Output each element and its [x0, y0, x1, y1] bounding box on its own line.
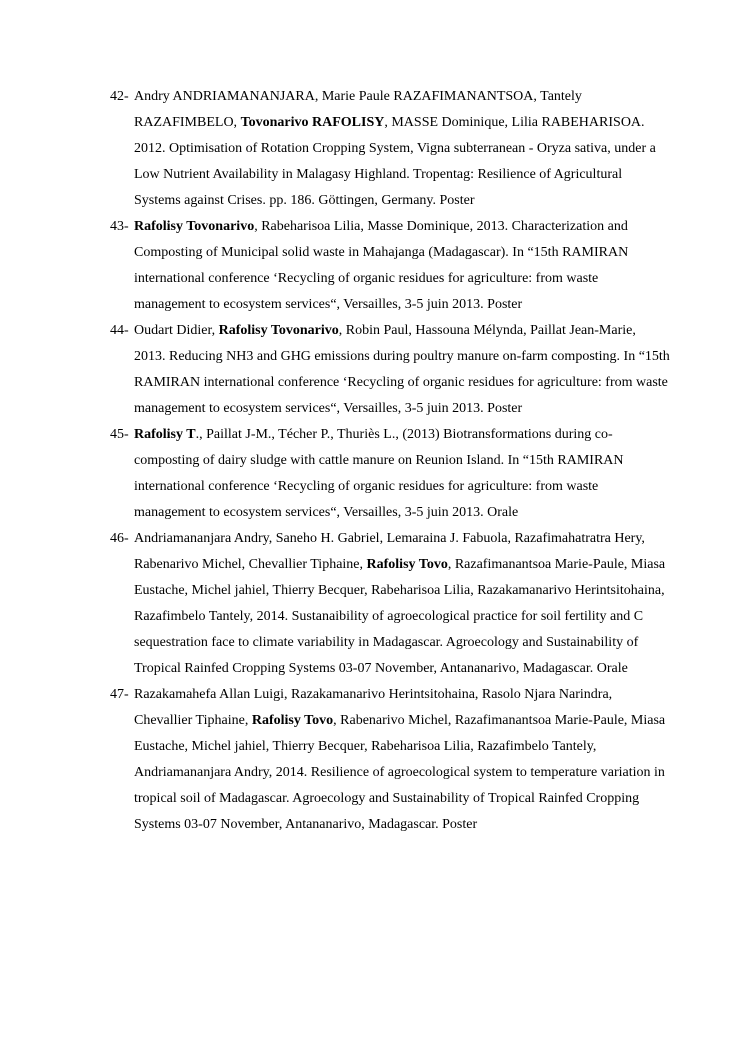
reference-number: 46- — [110, 531, 129, 546]
reference-segment: Andry ANDRIAMANANJARA, Marie Paule RAZAFIMANANTSOA, Tantely RAZAFIMBELO, — [134, 89, 582, 130]
reference-number: 43- — [110, 219, 129, 234]
reference-text — [134, 682, 670, 838]
reference-segment: , Razafimanantsoa Marie-Paule, Miasa Eustache, Michel jahiel, Thierry Becquer, Rabeharisoa Lilia, Razakamanarivo Herintsitohaina, Razafimbelo Tantely, 2014. Sustanaibility of agroecological practice for soil fertility and C sequestration face to climate variability in Madagascar. Agroecology and Sustainability of Tropical Rainfed Cropping Systems 03-07 November, Antananarivo, Madagascar. Orale — [134, 557, 666, 676]
author-highlight: Rafolisy T — [134, 427, 196, 442]
author-highlight: Rafolisy Tovonarivo — [218, 323, 339, 338]
reference-segment: Andriamananjara Andry, Saneho H. Gabriel, Lemaraina J. Fabuola, Razafimahatratra Hery, Rabenarivo Michel, Chevallier Tiphaine, — [134, 531, 645, 572]
reference-item-43 — [110, 214, 670, 318]
reference-segment: Oudart Didier, — [134, 323, 219, 338]
reference-item-44 — [110, 318, 670, 422]
reference-text — [134, 526, 670, 682]
reference-text — [134, 214, 670, 318]
reference-segment: ., Paillat J-M., Técher P., Thuriès L., (2013) Biotransformations during co-composting of dairy sludge with cattle manure on Reunion Island. In “15th RAMIRAN international conference ‘Recycling of organic residues for agriculture: from waste management to ecosystem services“, Versailles, 3-5 juin 2013. Orale — [134, 427, 624, 520]
reference-segment: , MASSE Dominique, Lilia RABEHARISOA. 2012. Optimisation of Rotation Cropping System, Vigna subterranean - Oryza sativa, under a Low Nutrient Availability in Malagasy Highland. Tropentag: Resilience of Agricultural Systems against Crises. pp. 186. Göttingen, Germany. Poster — [134, 115, 656, 208]
author-highlight: Rafolisy Tovo — [366, 557, 448, 572]
reference-segment: , Rabeharisoa Lilia, Masse Dominique, 2013. Characterization and Composting of Municipal solid waste in Mahajanga (Madagascar). In “15th RAMIRAN international conference ‘Recycling of organic residues for agriculture: from waste management to ecosystem services“, Versailles, 3-5 juin 2013. Poster — [134, 219, 629, 312]
author-highlight: Rafolisy Tovo — [251, 713, 334, 728]
reference-text — [134, 84, 670, 214]
reference-item-47 — [110, 682, 670, 838]
reference-number: 45- — [110, 427, 129, 442]
reference-number: 47- — [110, 687, 129, 702]
reference-item-45 — [110, 422, 670, 526]
reference-text — [134, 422, 670, 526]
reference-item-46 — [110, 526, 670, 682]
reference-number: 42- — [110, 89, 129, 104]
reference-segment: Razakamahefa Allan Luigi, Razakamanarivo Herintsitohaina, Rasolo Njara Narindra, Chevallier Tiphaine, — [134, 687, 613, 728]
author-highlight: Rafolisy Tovonarivo — [134, 219, 255, 234]
reference-number: 44- — [110, 323, 129, 338]
reference-item-42 — [110, 84, 670, 214]
reference-segment: , Robin Paul, Hassouna Mélynda, Paillat Jean-Marie, 2013. Reducing NH3 and GHG emissions during poultry manure on-farm composting. In “15th RAMIRAN international conference ‘Recycling of organic residues for agriculture: from waste management to ecosystem services“, Versailles, 3-5 juin 2013. Poster — [134, 323, 670, 416]
reference-list — [110, 84, 670, 838]
reference-segment: , Rabenarivo Michel, Razafimanantsoa Marie-Paule, Miasa Eustache, Michel jahiel, Thierry Becquer, Rabeharisoa Lilia, Razafimbelo Tantely, Andriamananjara Andry, 2014. Resilience of agroecological system to temperature variation in tropical soil of Madagascar. Agroecology and Sustainability of Tropical Rainfed Cropping Systems 03-07 November, Antananarivo, Madagascar. Poster — [134, 713, 666, 832]
reference-text — [134, 318, 670, 422]
author-highlight: Tovonarivo RAFOLISY — [240, 115, 385, 130]
